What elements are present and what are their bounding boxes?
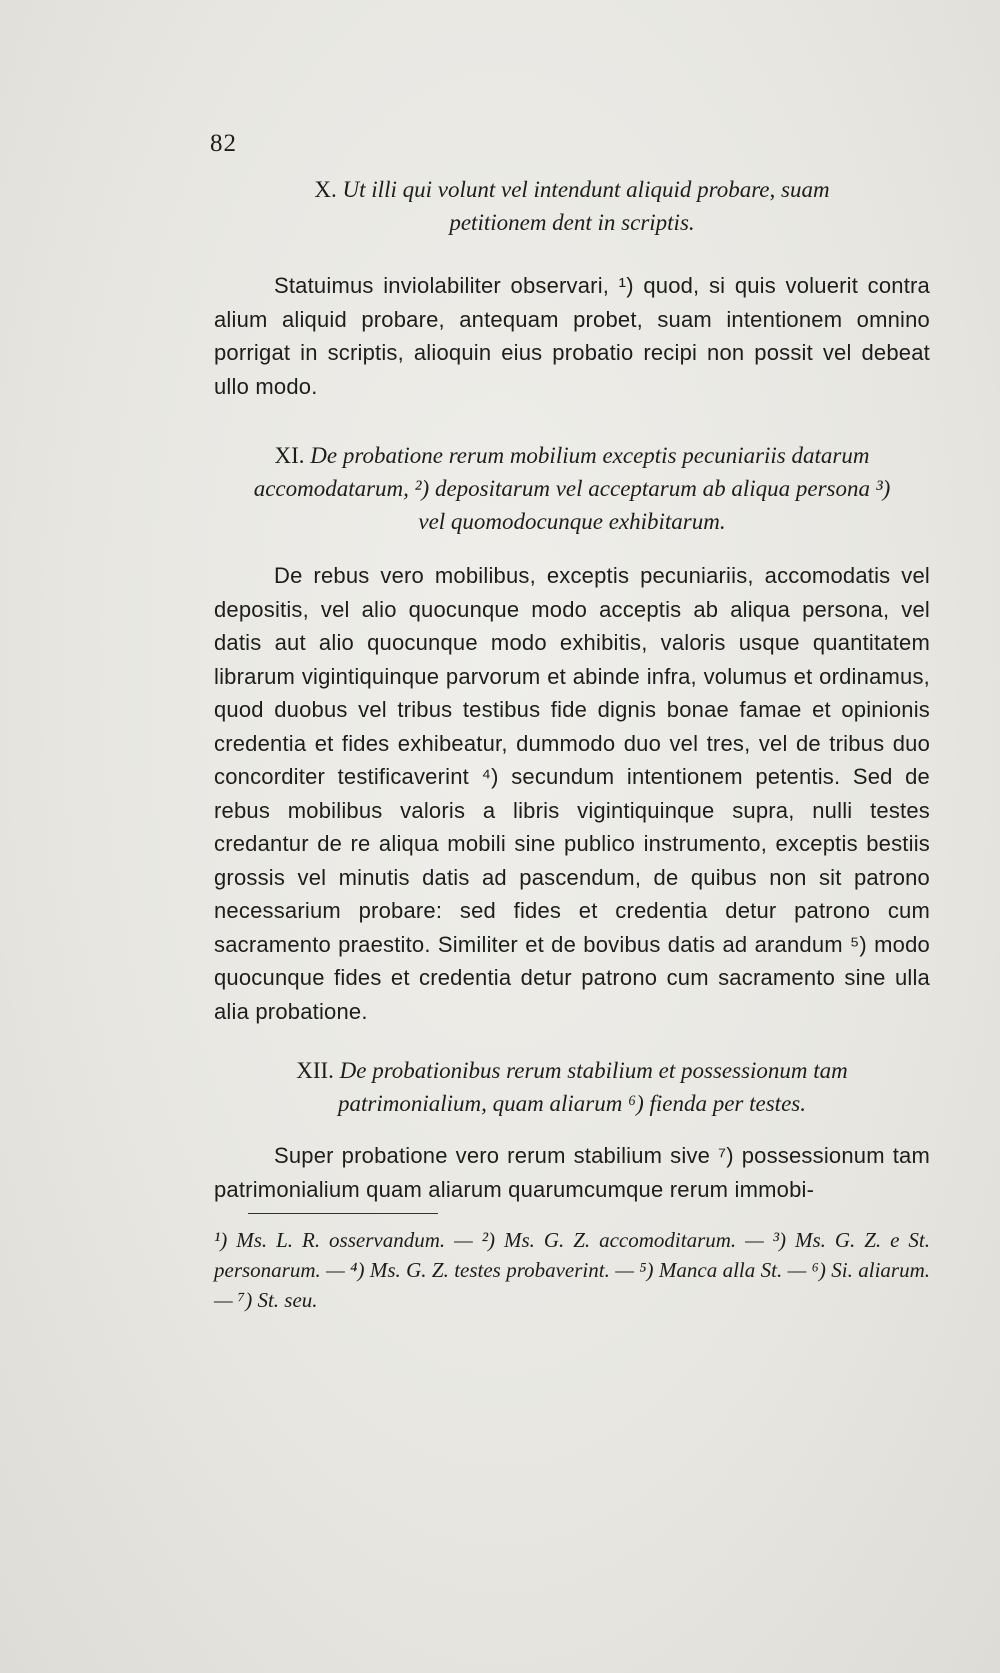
heading-number: X.: [314, 177, 337, 202]
footnote-text: ¹) Ms. L. R. osservandum. — ²) Ms. G. Z. accomoditarum. — ³) Ms. G. Z. e St. personarum. — ⁴) Ms. G. Z. testes probaverint. — ⁵) Manca alla St. — ⁶) Si. aliarum. — ⁷) St. seu.: [214, 1228, 930, 1312]
heading-number: XII.: [296, 1058, 334, 1083]
heading-line: Ut illi qui volunt vel intendunt aliquid probare, suam: [342, 177, 830, 202]
section-paragraph-x: Statuimus inviolabiliter observari, ¹) quod, si quis voluerit contra alium aliquid probare, antequam probet, suam intentionem omnino porrigat in scriptis, alioquin eius probatio recipi non possit vel debeat ullo modo.: [214, 273, 930, 399]
heading-line: De probationibus rerum stabilium et possessionum tam: [339, 1058, 848, 1083]
footnote-divider: [248, 1213, 438, 1214]
heading-line: accomodatarum, ²) depositarum vel acceptarum ab aliqua persona ³): [253, 476, 891, 501]
section-heading-xii: [214, 1054, 930, 1120]
section-heading-x: [214, 173, 930, 239]
section-paragraph-xi: De rebus vero mobilibus, exceptis pecuniariis, accomodatis vel depositis, vel alio quocunque modo acceptis ab aliqua persona, vel datis aut alio quocunque modo exhibitis, valoris usque quantitatem librarum vigintiquinque parvorum et abinde infra, volumus et ordinamus, quod duobus vel tribus testibus fide dignis bonae famae et opinionis credentia et fides exhibeatur, dummodo duo vel tres, vel de tribus duo concorditer testificaverint ⁴) secundum intentionem petentis. Sed de rebus mobilibus valoris a libris vigintiquinque supra, nulli testes credantur de re aliqua mobili sine publico instrumento, exceptis bestiis grossis vel minutis datis ad pascendum, de quibus non sit patrono necessarium probare: sed fides et credentia detur patrono cum sacramento praestito. Similiter et de bovibus datis ad arandum ⁵) modo quocunque fides et credentia detur patrono cum sacramento sine ulla alia probatione.: [214, 563, 930, 1024]
heading-line: vel quomodocunque exhibitarum.: [418, 509, 726, 534]
section-heading-xi: [214, 439, 930, 538]
heading-line: patrimonialium, quam aliarum ⁶) fienda per testes.: [338, 1091, 806, 1116]
heading-line: De probatione rerum mobilium exceptis pecuniariis datarum: [310, 443, 870, 468]
heading-line: petitionem dent in scriptis.: [449, 210, 695, 235]
heading-number: XI.: [274, 443, 305, 468]
section-paragraph-xii: Super probatione vero rerum stabilium sive ⁷) possessionum tam patrimonialium quam aliarum quarumcumque rerum immobi-: [214, 1143, 930, 1202]
page-number: 82: [210, 130, 237, 157]
footnotes: [214, 1225, 930, 1315]
